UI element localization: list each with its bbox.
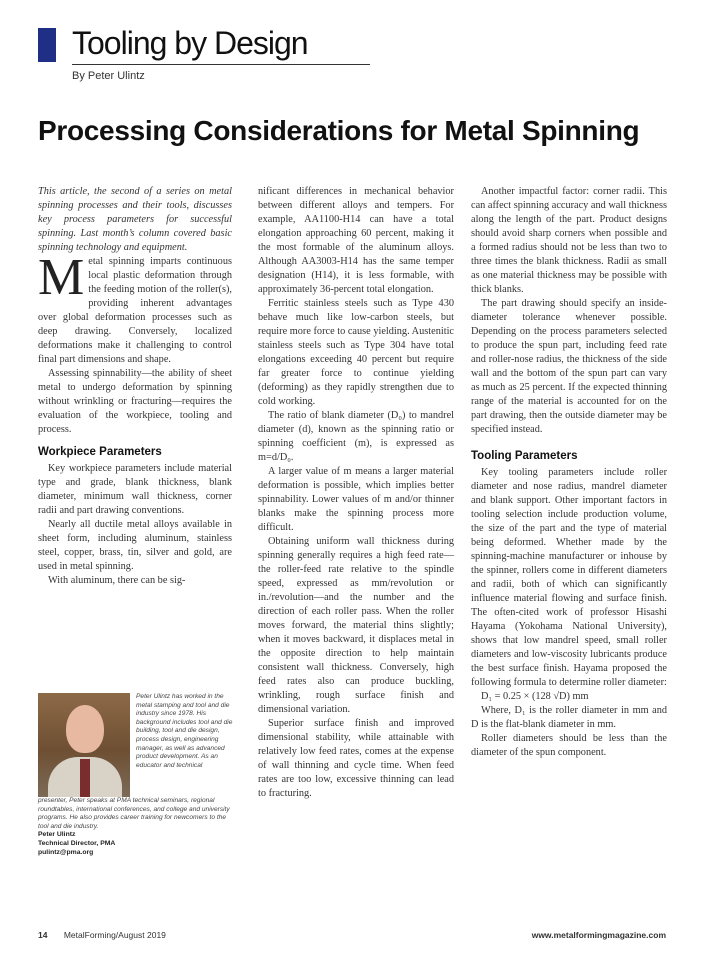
subheading-workpiece: Workpiece Parameters — [38, 446, 162, 458]
column-1 — [38, 185, 232, 588]
paragraph: Metal spinning imparts continuous local plastic deformation through the feeding motion of the roller(s), providing inherent advantages over global deformation processes such as deep drawing. Conversely, localized deformations make it challenging to control final part dimensions and shape. — [38, 249, 232, 365]
paragraph: A larger value of m means a larger material deformation is possible, which implies better spinnability. Lower values of m and/or thinner blanks make the spinning process more difficult. — [258, 466, 454, 533]
section-title-rule — [72, 64, 370, 65]
article-title: Processing Considerations for Metal Spinning — [38, 115, 640, 146]
author-bio — [38, 693, 234, 857]
paragraph: Superior surface finish and improved dimensional stability, while attainable with relatively low feed rates, comes at the expense of wall thinning and cycle time. When feed rates are too low, excessive thinning can lead to fracturing. — [258, 718, 454, 799]
bio-company: Technical Director, PMA — [38, 839, 116, 847]
paragraph: The ratio of blank diameter (D₀) to mandrel diameter (d), known as the spinning ratio or spinning coefficient (m), is expressed as m=d/D₀. — [258, 410, 454, 463]
paragraph: Another impactful factor: corner radii. This can affect spinning accuracy and wall thickness along the length of the part. Product designs should avoid sharp corners when possible and a formed radius should not be less than two to three times the blank thickness. Radii as small as one material thickness may be possible with thick blanks. — [471, 186, 667, 295]
paragraph: Where, D₁ is the roller diameter in mm and D is the flat-blank diameter in mm. — [471, 705, 667, 730]
paragraph: The part drawing should specify an inside-diameter tolerance whenever possible. Depending on the process parameters selected to produce the spun part, including feed rate and roller-nose radius, the thickness of the side wall and the bottom of the spun part can vary as much as 25 percent. If the expected thinning range of the material is accounted for on the part drawing, then the outside diameter may be specified instead. — [471, 298, 667, 435]
intro-paragraph: This article, the second of a series on metal spinning processes and their tools, discusses key process parameters for successful spinning. Last month’s column covered basic spinning technology and equipment. — [38, 186, 232, 253]
column-2 — [258, 185, 454, 801]
paragraph: Key workpiece parameters include material type and grade, blank thickness, blank diameter, minimum wall thickness, corner radii and part drawing conventions. — [38, 463, 232, 516]
bio-email[interactable]: pulintz@pma.org — [38, 848, 94, 856]
paragraph: nificant differences in mechanical behavior between different alloys and tempers. For example, AA1100-H14 can have a total elongation approaching 60 percent, making it the most formable of the aluminum alloys. Although AA3003-H14 has the same temper designation (H14), it is less formable, with approximately 36-percent total elongation. — [258, 186, 454, 295]
formula: D₁ = 0.25 × (128 √D) mm — [481, 691, 589, 702]
paragraph: Key tooling parameters include roller diameter and nose radius, mandrel diameter and blank support. Other important factors in tooling selection include production volume, the size of the part and the type of material being deformed. Whether made by the spinning-machine manufacturer or inhouse by the spinner, rollers come in different diameters and radii, both of which can significantly influence material flowing and surface finish. The often-cited work of professor Hisashi Hayama (Yokohama National University), shows that low mandrel speed, small roller diameters and low-viscosity lubricants produce the best surface finish. Hayama proposed the following formula to determine roller diameter: — [471, 467, 667, 688]
paragraph: With aluminum, there can be sig- — [48, 575, 186, 586]
section-accent-bar — [38, 28, 56, 62]
column-3 — [471, 185, 667, 760]
paragraph: Nearly all ductile metal alloys available in sheet form, including aluminum, stainless steel, copper, brass, tin, silver and gold, are used in metal spinning. — [38, 519, 232, 572]
page-number: 14 — [38, 930, 48, 940]
paragraph: Ferritic stainless steels such as Type 430 behave much like low-carbon steels, but require more force to cause yielding. Austenitic stainless steels such as Type 304 have total elongations exceeding 40 percent but require far greater force to continue yielding (deforming) as they rapidly strengthen due to cold working. — [258, 298, 454, 407]
magazine-issue: MetalForming/August 2019 — [63, 930, 166, 940]
section-title: Tooling by Design — [72, 25, 308, 61]
bio-name: Peter Ulintz — [38, 831, 76, 839]
drop-cap: M — [38, 249, 85, 306]
bio-text: Peter Ulintz has worked in the metal stamping and tool and die industry since 1978. His background includes tool and die building, tool and die design, process design, engineering manager, as well as advanced product development. As an educator and technical — [136, 693, 233, 769]
byline: By Peter Ulintz — [72, 70, 145, 82]
footer-url[interactable]: www.metalformingmagazine.com — [531, 930, 666, 940]
paragraph: Obtaining uniform wall thickness during spinning generally requires a high feed rate—the roller-feed rate relative to the spindle speed, expressed as mm/revolution or in./revolution—and the number and the direction of each roller pass. When the roller moves forward, the material thins slightly; when it moves backward, it displaces metal in the opposite direction to help maintain consistent wall thickness. Conversely, high feed rates also can produce buckling, wrinkling, rough surface finish and dimensional variation. — [258, 536, 454, 715]
paragraph: Roller diameters should be less than the diameter of the spun component. — [471, 733, 667, 758]
author-photo — [38, 693, 130, 797]
footer-left — [38, 930, 166, 940]
paragraph: Assessing spinnability—the ability of sheet metal to undergo deformation by spinning without wrinkling or fracturing—requires the evaluation of the workpiece, tooling and process. — [38, 368, 232, 435]
subheading-tooling: Tooling Parameters — [471, 450, 578, 462]
bio-text-continued: presenter, Peter speaks at PMA technical seminars, regional roundtables, international conferences, and college and university programs. He also provides career training for newcomers to the tool and die industry. — [38, 797, 230, 830]
